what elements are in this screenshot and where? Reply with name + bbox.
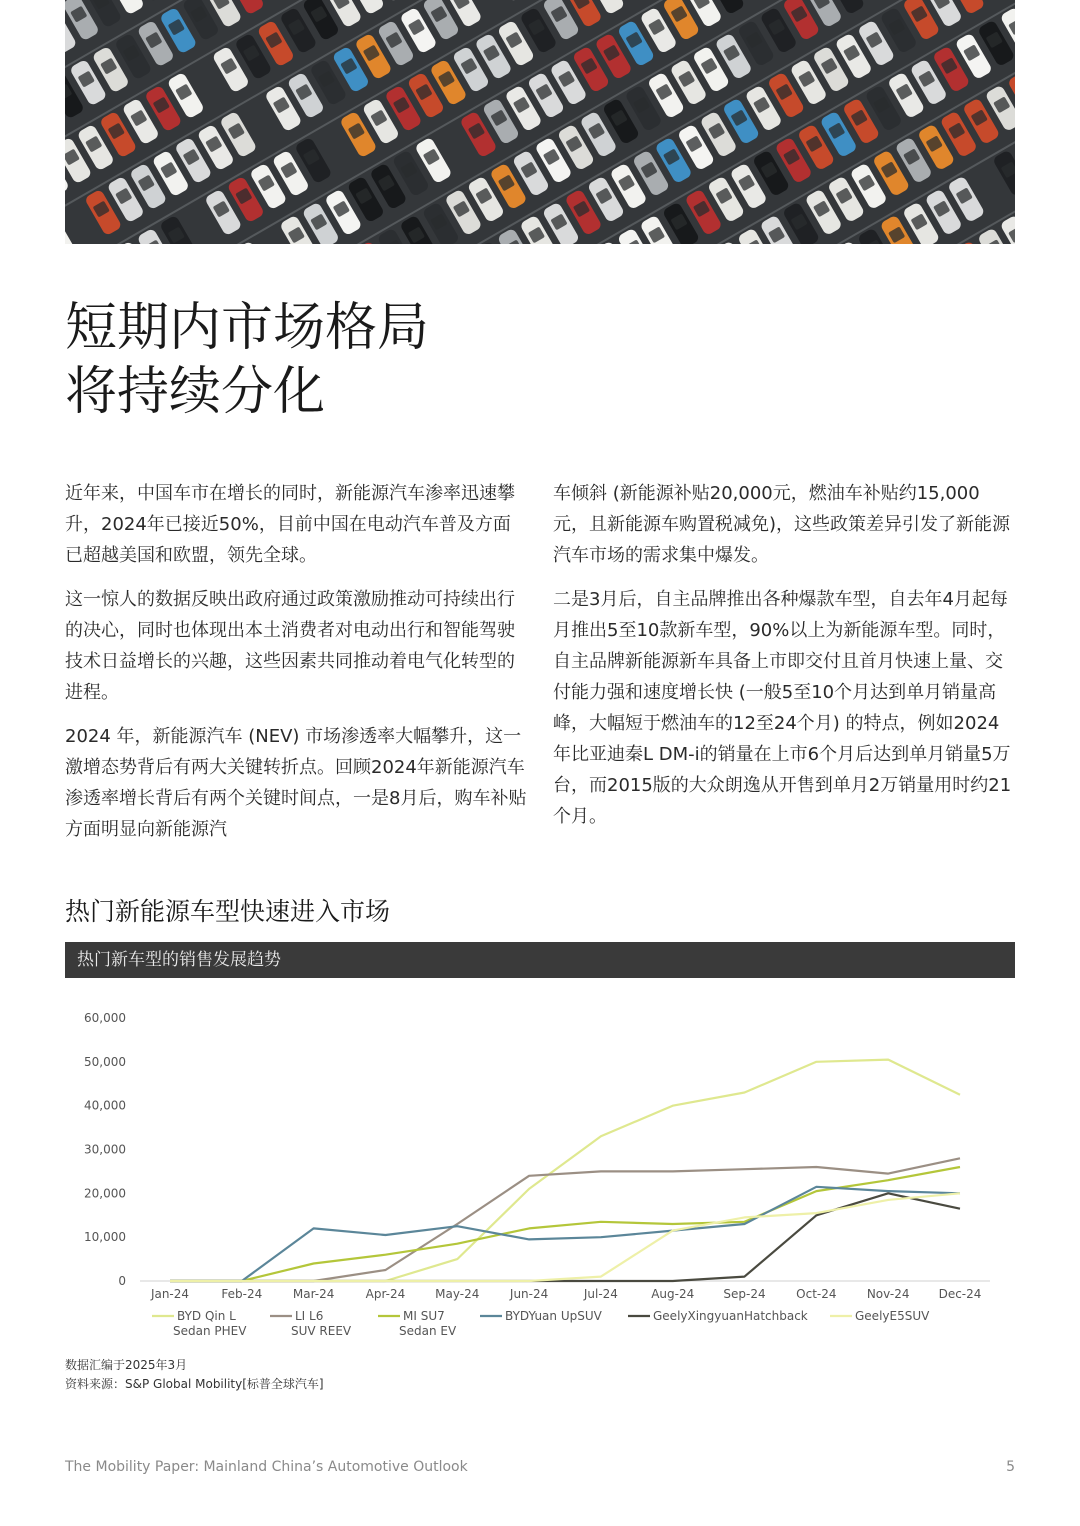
x-tick-label: Feb-24 bbox=[221, 1287, 263, 1301]
page-title-line-1: 短期内市场格局 bbox=[65, 298, 430, 358]
page-title-line-2: 将持续分化 bbox=[65, 362, 326, 422]
chart-section-heading: 热门新能源车型快速进入市场 bbox=[65, 897, 391, 926]
body-column-left bbox=[65, 478, 527, 858]
series-line-1 bbox=[170, 1158, 960, 1281]
paragraph: 2024 年，新能源汽车 (NEV) 市场渗透率大幅攀升，这一激增态势背后有两大关键转折点。回顾2024年新能源汽车渗透率增长背后有两个关键时间点，一是8月后，购车补贴方面明显向新能源汽 bbox=[65, 726, 527, 840]
page-title bbox=[65, 296, 765, 424]
paragraph: 车倾斜 (新能源补贴20,000元，燃油车补贴约15,000元，且新能源车购置税减免)，这些政策差异引发了新能源汽车市场的需求集中爆发。 bbox=[553, 483, 1011, 566]
legend-label-line-2: SUV REEV bbox=[291, 1324, 352, 1338]
x-tick-label: Dec-24 bbox=[938, 1287, 982, 1301]
footer-publication-title: The Mobility Paper: Mainland China’s Automotive Outlook bbox=[65, 1459, 468, 1475]
legend-label: GeelyXingyuanHatchback bbox=[653, 1309, 808, 1323]
paragraph: 二是3月后，自主品牌推出各种爆款车型，自去年4月起每月推出5至10款新车型，90%以上为新能源车型。同时，自主品牌新能源新车具备上市即交付且首月快速上量、交付能力强和速度增长快 (一般5至10个月达到单月销量高峰，大幅短于燃油车的12至24个月) 的特点，例如2024年比亚迪秦L DM-i的销量在上市6个月后达到单月销量5万台，而2015版的大众朗逸从开售到单月2万销量用时约21个月。 bbox=[553, 589, 1012, 827]
x-tick-label: Oct-24 bbox=[796, 1287, 837, 1301]
y-tick-label: 40,000 bbox=[84, 1098, 126, 1113]
legend-label: BYDYuan UpSUV bbox=[505, 1309, 602, 1323]
x-tick-label: Aug-24 bbox=[651, 1287, 695, 1301]
parking-lot-cars-image bbox=[65, 0, 1015, 244]
y-tick-label: 60,000 bbox=[84, 1011, 126, 1025]
legend-label-line-2: Sedan PHEV bbox=[173, 1324, 247, 1338]
hero-photo-parking-lot bbox=[65, 0, 1015, 244]
legend-label: BYD Qin L bbox=[177, 1309, 236, 1323]
series-line-4 bbox=[170, 1193, 960, 1281]
legend-label: LI L6 bbox=[295, 1309, 324, 1323]
body-column-right bbox=[553, 478, 1015, 845]
series-line-2 bbox=[170, 1167, 960, 1281]
y-tick-label: 10,000 bbox=[84, 1230, 126, 1245]
x-tick-label: Jan-24 bbox=[150, 1287, 190, 1301]
x-tick-label: Mar-24 bbox=[292, 1287, 335, 1301]
x-tick-label: Nov-24 bbox=[866, 1287, 910, 1301]
sales-trend-line-chart bbox=[65, 990, 1015, 1350]
paragraph: 近年来，中国车市在增长的同时，新能源汽车渗率迅速攀升，2024年已接近50%，目前中国在电动汽车普及方面已超越美国和欧盟，领先全球。 bbox=[65, 483, 515, 566]
legend-label: GeelyE5SUV bbox=[855, 1309, 930, 1323]
paragraph: 这一惊人的数据反映出政府通过政策激励推动可持续出行的决心，同时也体现出本土消费者对电动出行和智能驾驶技术日益增长的兴趣，这些因素共同推动着电气化转型的进程。 bbox=[65, 589, 515, 703]
x-tick-label: Jul-24 bbox=[583, 1287, 618, 1301]
chart-title-bar: 热门新车型的销售发展趋势 bbox=[65, 942, 1015, 978]
data-compiled-note: 数据汇编于2025年3月 bbox=[65, 1358, 188, 1372]
y-tick-label: 30,000 bbox=[84, 1142, 126, 1157]
y-tick-label: 50,000 bbox=[84, 1054, 126, 1069]
x-tick-label: Apr-24 bbox=[365, 1287, 406, 1301]
footer-page-number: 5 bbox=[1006, 1459, 1015, 1475]
legend-label-line-2: Sedan EV bbox=[399, 1324, 457, 1338]
y-tick-label: 20,000 bbox=[84, 1186, 126, 1201]
x-tick-label: Sep-24 bbox=[723, 1287, 766, 1301]
series-line-3 bbox=[170, 1187, 960, 1281]
x-tick-label: May-24 bbox=[435, 1287, 480, 1301]
series-line-5 bbox=[170, 1193, 960, 1281]
x-tick-label: Jun-24 bbox=[509, 1287, 549, 1301]
y-tick-label: 0 bbox=[118, 1274, 126, 1288]
data-source-note: 资料来源：S&P Global Mobility[标普全球汽车] bbox=[65, 1377, 324, 1391]
legend-label: MI SU7 bbox=[403, 1309, 445, 1323]
